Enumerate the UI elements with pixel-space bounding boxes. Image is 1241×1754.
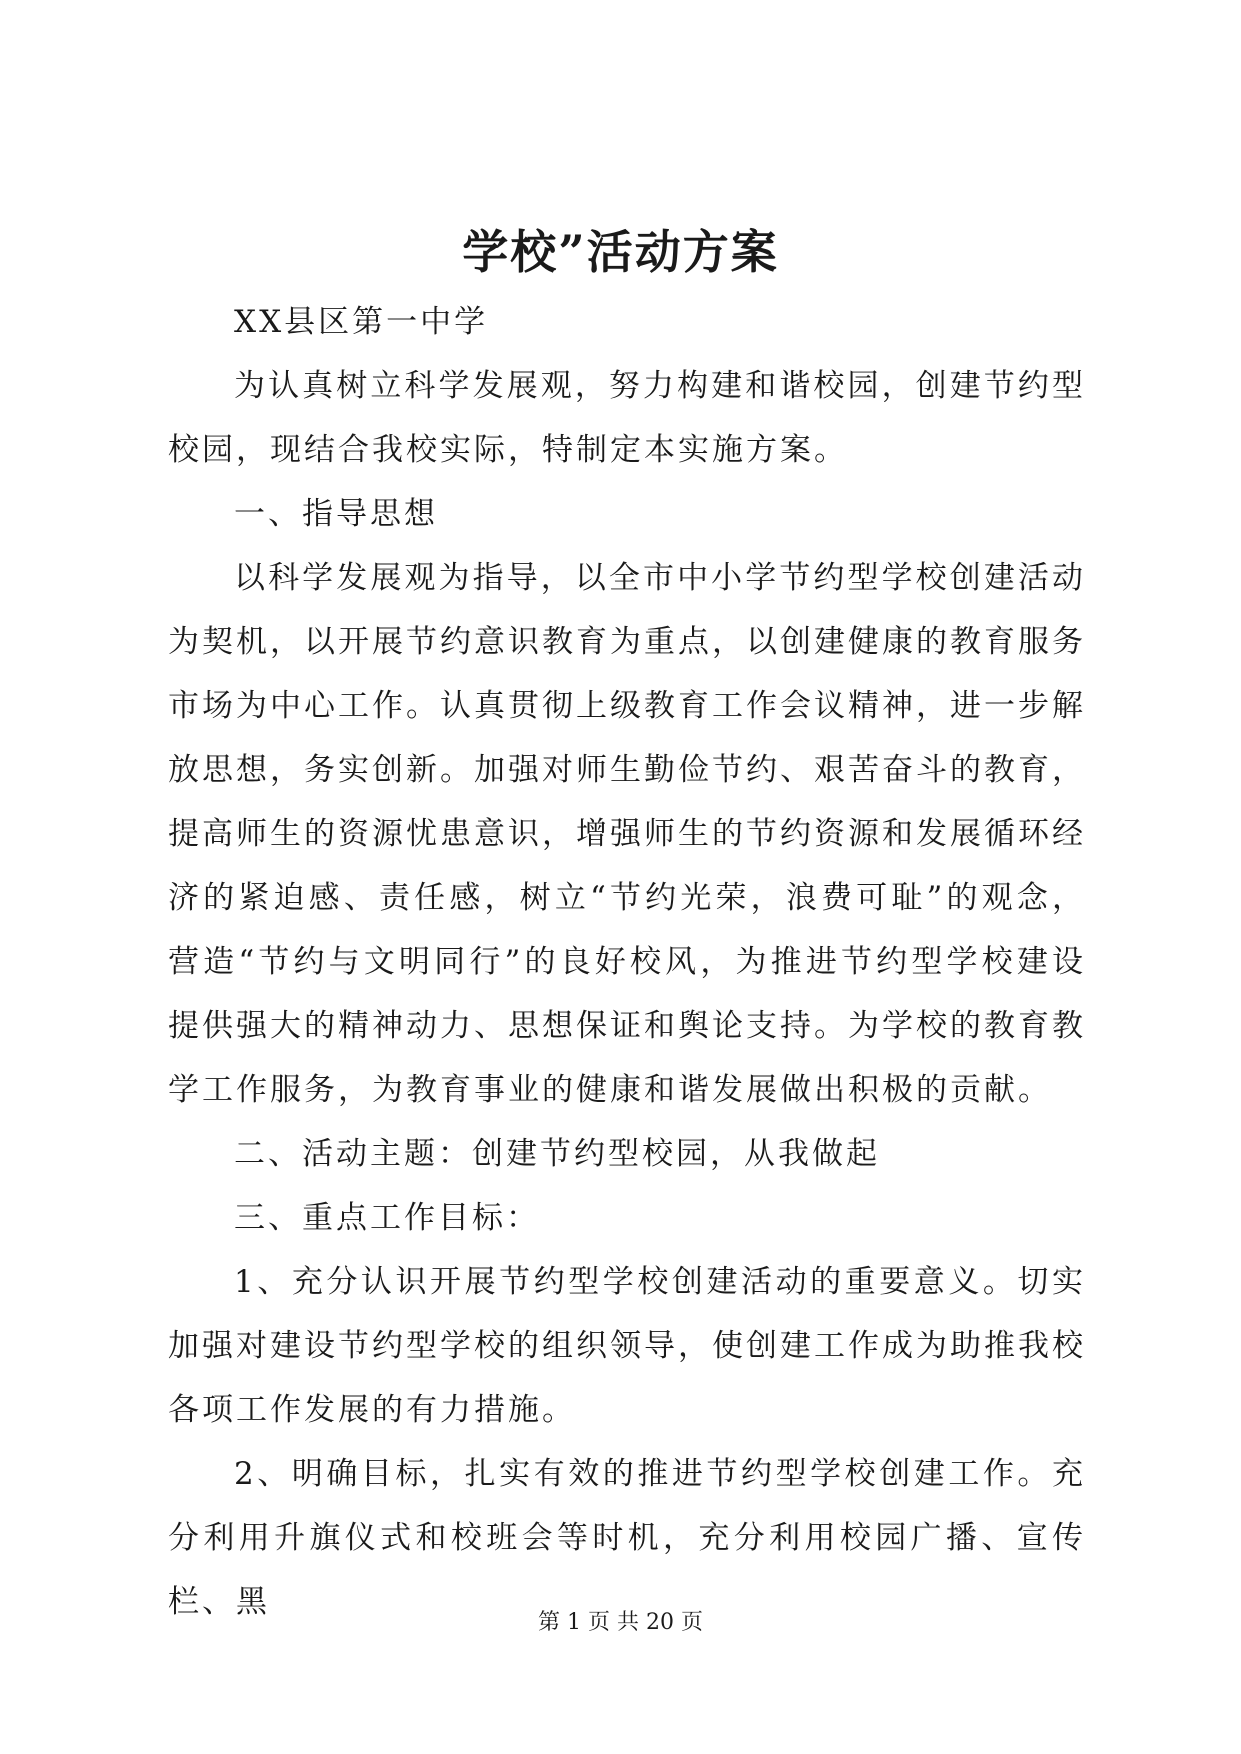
section-heading-1: 一、指导思想 (234, 496, 438, 532)
section-heading-2: 二、活动主题：创建节约型校园，从我做起 (234, 1136, 880, 1172)
goal-item-2: 2、明确目标，扎实有效的推进节约型学校创建工作。充分利用升旗仪式和校班会等时机，充分利用校园广播、宣传栏、黑 (168, 1456, 1086, 1620)
document-body (168, 290, 1086, 1634)
goal-item-1: 1、充分认识开展节约型学校创建活动的重要意义。切实加强对建设节约型学校的组织领导，使创建工作成为助推我校各项工作发展的有力措施。 (168, 1264, 1086, 1428)
intro-paragraph: 为认真树立科学发展观，努力构建和谐校园，创建节约型校园，现结合我校实际，特制定本实施方案。 (168, 368, 1086, 468)
author-line: XX县区第一中学 (234, 304, 489, 340)
section-heading-3: 三、重点工作目标： (234, 1200, 540, 1236)
document-title: 学校”活动方案 (462, 225, 779, 279)
page-footer: 第 1 页 共 20 页 (538, 1610, 703, 1635)
guiding-ideology-paragraph: 以科学发展观为指导，以全市中小学节约型学校创建活动为契机，以开展节约意识教育为重点，以创建健康的教育服务市场为中心工作。认真贯彻上级教育工作会议精神，进一步解放思想，务实创新。加强对师生勤俭节约、艰苦奋斗的教育，提高师生的资源忧患意识，增强师生的节约资源和发展循环经济的紧迫感、责任感，树立“节约光荣，浪费可耻”的观念，营造“节约与文明同行”的良好校风，为推进节约型学校建设提供强大的精神动力、思想保证和舆论支持。为学校的教育教学工作服务，为教育事业的健康和谐发展做出积极的贡献。 (168, 560, 1086, 1108)
